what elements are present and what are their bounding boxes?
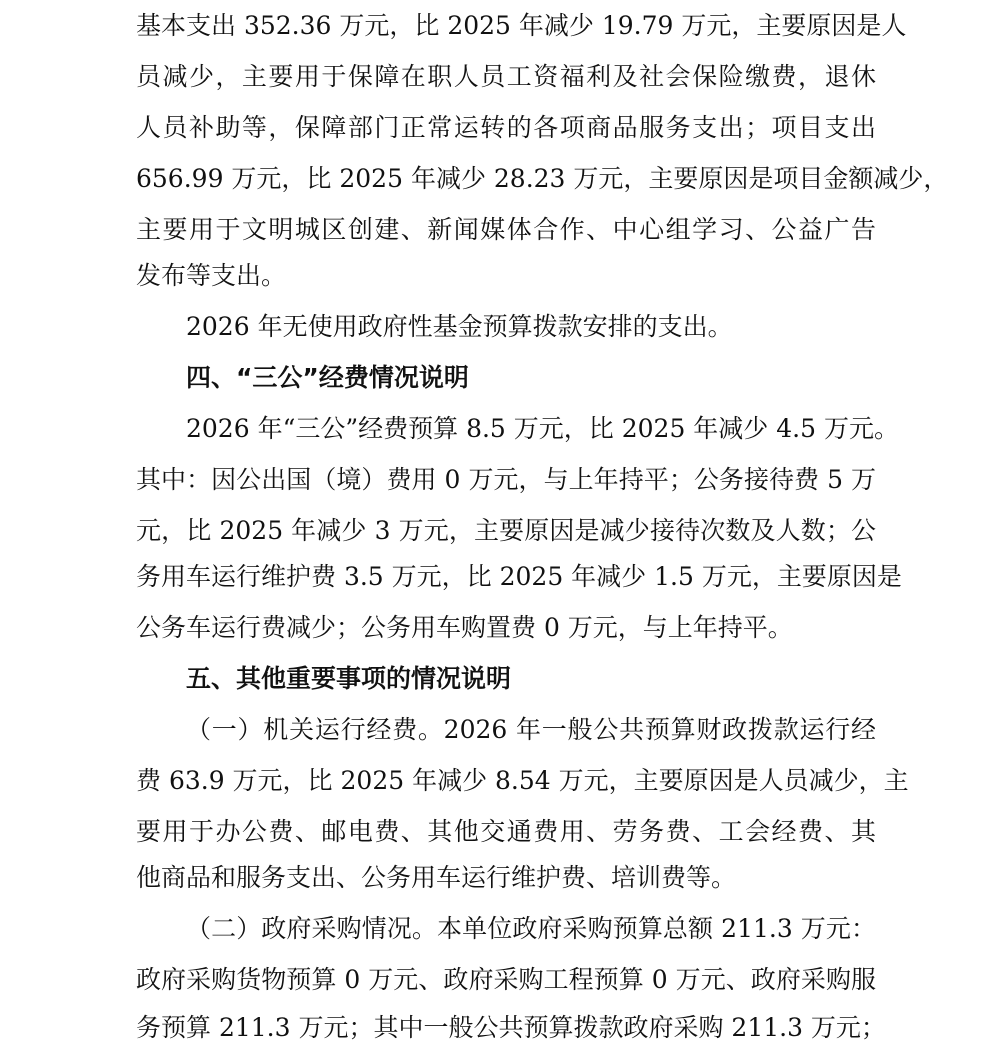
paragraph-first-line: （二）政府采购情况。本单位政府采购预算总额 211.3 万元： <box>186 914 876 943</box>
text-line: 人员补助等，保障部门正常运转的各项商品服务支出；项目支出 <box>136 113 876 142</box>
text-line: 656.99 万元，比 2025 年减少 28.23 万元，主要原因是项目金额减少， <box>136 164 949 193</box>
text-line: 费 63.9 万元，比 2025 年减少 8.54 万元，主要原因是人员减少，主 <box>136 766 909 795</box>
paragraph-first-line: 2026 年“三公”经费预算 8.5 万元，比 2025 年减少 4.5 万元。 <box>186 414 899 443</box>
text-line: 务用车运行维护费 3.5 万元，比 2025 年减少 1.5 万元，主要原因是 <box>136 562 902 591</box>
text-line: 务预算 211.3 万元；其中一般公共预算拨款政府采购 211.3 万元； <box>136 1013 886 1042</box>
text-line: 基本支出 352.36 万元，比 2025 年减少 19.79 万元，主要原因是人 <box>136 11 907 40</box>
text-line: 发布等支出。 <box>136 261 287 290</box>
text-line: 要用于办公费、邮电费、其他交通费用、劳务费、工会经费、其 <box>136 817 876 846</box>
text-line: 公务车运行费减少；公务用车购置费 0 万元，与上年持平。 <box>136 613 793 642</box>
text-line: 元，比 2025 年减少 3 万元，主要原因是减少接待次数及人数；公 <box>136 516 876 545</box>
text-line: 他商品和服务支出、公务用车运行维护费、培训费等。 <box>136 863 737 892</box>
paragraph-first-line: （一）机关运行经费。2026 年一般公共预算财政拨款运行经 <box>186 715 876 744</box>
text-line: 主要用于文明城区创建、新闻媒体合作、中心组学习、公益广告 <box>136 215 876 244</box>
text-line: 其中：因公出国（境）费用 0 万元，与上年持平；公务接待费 5 万 <box>136 465 876 494</box>
paragraph-first-line: 2026 年无使用政府性基金预算拨款安排的支出。 <box>186 312 733 341</box>
text-line: 政府采购货物预算 0 万元、政府采购工程预算 0 万元、政府采购服 <box>136 965 876 994</box>
text-line: 员减少，主要用于保障在职人员工资福利及社会保险缴费，退休 <box>136 62 876 91</box>
section-heading-4: 四、“三公”经费情况说明 <box>186 363 469 392</box>
section-heading-5: 五、其他重要事项的情况说明 <box>186 664 512 693</box>
